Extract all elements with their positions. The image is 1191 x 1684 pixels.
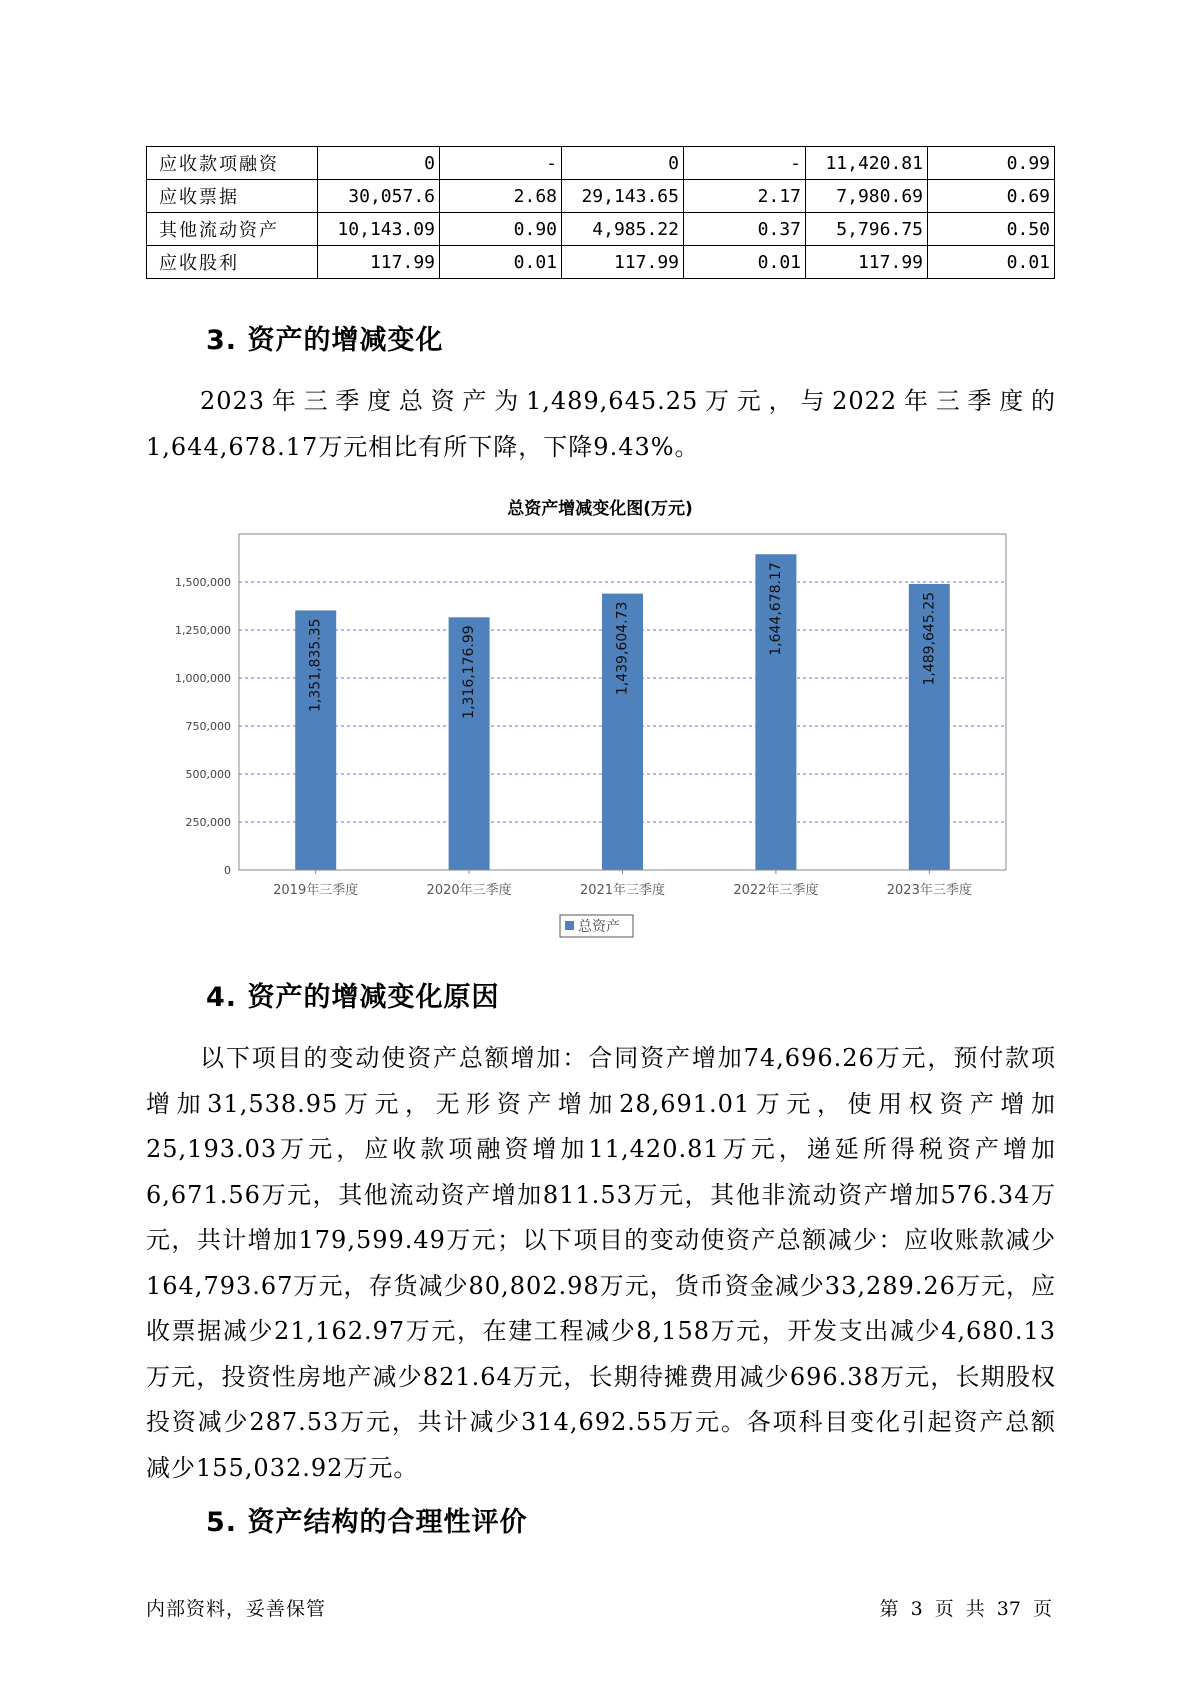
y-tick-label: 0 xyxy=(224,864,231,877)
y-tick-label: 250,000 xyxy=(185,816,231,829)
y-tick-label: 750,000 xyxy=(185,720,231,733)
footer-confidential-note: 内部资料，妥善保管 xyxy=(146,1598,327,1620)
asset-table xyxy=(146,146,1055,279)
x-tick-label: 2020年三季度 xyxy=(426,883,512,898)
bar-data-label: 1,644,678.17 xyxy=(767,562,784,656)
table-cell: 117.99 xyxy=(806,246,928,279)
table-cell: 5,796.75 xyxy=(806,213,928,246)
table-row xyxy=(147,213,1055,246)
table-cell: 0 xyxy=(318,147,440,180)
bar-data-label: 1,316,176.99 xyxy=(461,625,478,719)
table-cell: 0.37 xyxy=(684,213,806,246)
table-cell: 0.99 xyxy=(928,147,1055,180)
table-row-label: 应收款项融资 xyxy=(147,147,318,180)
table-row-label: 其他流动资产 xyxy=(147,213,318,246)
section-5-heading: 5. 资产结构的合理性评价 xyxy=(206,1507,528,1538)
section-3-paragraph: 2023年三季度总资产为1,489,645.25万元，与2022年三季度的1,644,678.17万元相比有所下降，下降9.43%。 xyxy=(146,387,1056,461)
table-cell: 10,143.09 xyxy=(318,213,440,246)
table-cell: 0.90 xyxy=(440,213,562,246)
table-cell: - xyxy=(440,147,562,180)
bar-data-label: 1,351,835.35 xyxy=(307,618,324,712)
table-cell: 7,980.69 xyxy=(806,180,928,213)
total-assets-bar-chart xyxy=(140,486,1040,956)
y-tick-label: 1,250,000 xyxy=(175,624,231,637)
table-cell: 0.01 xyxy=(928,246,1055,279)
bar-data-label: 1,489,645.25 xyxy=(921,591,938,686)
table-row xyxy=(147,246,1055,279)
legend-swatch xyxy=(565,921,574,930)
table-cell: 0.01 xyxy=(440,246,562,279)
table-row-label: 应收票据 xyxy=(147,180,318,213)
table-cell: 4,985.22 xyxy=(562,213,684,246)
chart-legend xyxy=(560,915,633,937)
table-row xyxy=(147,147,1055,180)
table-cell: 2.17 xyxy=(684,180,806,213)
y-tick-label: 1,000,000 xyxy=(175,672,231,685)
table-cell: 29,143.65 xyxy=(562,180,684,213)
chart-title: 总资产增减变化图(万元) xyxy=(507,499,693,519)
x-tick-label: 2022年三季度 xyxy=(733,883,819,898)
table-cell: 30,057.6 xyxy=(318,180,440,213)
footer-page-number: 第 3 页 共 37 页 xyxy=(879,1598,1052,1620)
table-cell: 11,420.81 xyxy=(806,147,928,180)
chart-x-ticks xyxy=(273,870,972,898)
table-cell: 0.50 xyxy=(928,213,1055,246)
legend-label: 总资产 xyxy=(578,919,620,935)
chart-y-ticks xyxy=(175,576,231,877)
table-cell: 0.01 xyxy=(684,246,806,279)
table-row-label: 应收股利 xyxy=(147,246,318,279)
section-4-paragraph: 以下项目的变动使资产总额增加：合同资产增加74,696.26万元，预付款项增加31,538.95万元，无形资产增加28,691.01万元，使用权资产增加25,193.03万元，应收款项融资增加11,420.81万元，递延所得税资产增加6,671.56万元，其他流动资产增加811.53万元，其他非流动资产增加576.34万元，共计增加179,599.49万元；以下项目的变动使资产总额减少：应收账款减少164,793.67万元，存货减少80,802.98万元，货币资金减少33,289.26万元，应收票据减少21,162.97万元，在建工程减少8,158万元，开发支出减少4,680.13万元，投资性房地产减少821.64万元，长期待摊费用减少696.38万元，长期股权投资减少287.53万元，共计减少314,692.55万元。各项科目变化引起资产总额减少155,032.92万元。 xyxy=(146,1044,1056,1482)
table-cell: - xyxy=(684,147,806,180)
x-tick-label: 2019年三季度 xyxy=(273,883,359,898)
x-tick-label: 2021年三季度 xyxy=(579,883,666,898)
table-row xyxy=(147,180,1055,213)
y-tick-label: 500,000 xyxy=(185,768,231,781)
section-3-heading: 3. 资产的增减变化 xyxy=(206,325,444,356)
table-cell: 117.99 xyxy=(562,246,684,279)
table-cell: 117.99 xyxy=(318,246,440,279)
asset-table-body xyxy=(147,147,1055,279)
y-tick-label: 1,500,000 xyxy=(175,576,231,589)
chart-bars xyxy=(295,554,950,870)
table-cell: 0.69 xyxy=(928,180,1055,213)
bar-data-label: 1,439,604.73 xyxy=(614,601,631,696)
table-cell: 2.68 xyxy=(440,180,562,213)
section-4-heading: 4. 资产的增减变化原因 xyxy=(206,982,500,1013)
x-tick-label: 2023年三季度 xyxy=(886,883,972,898)
table-cell: 0 xyxy=(562,147,684,180)
